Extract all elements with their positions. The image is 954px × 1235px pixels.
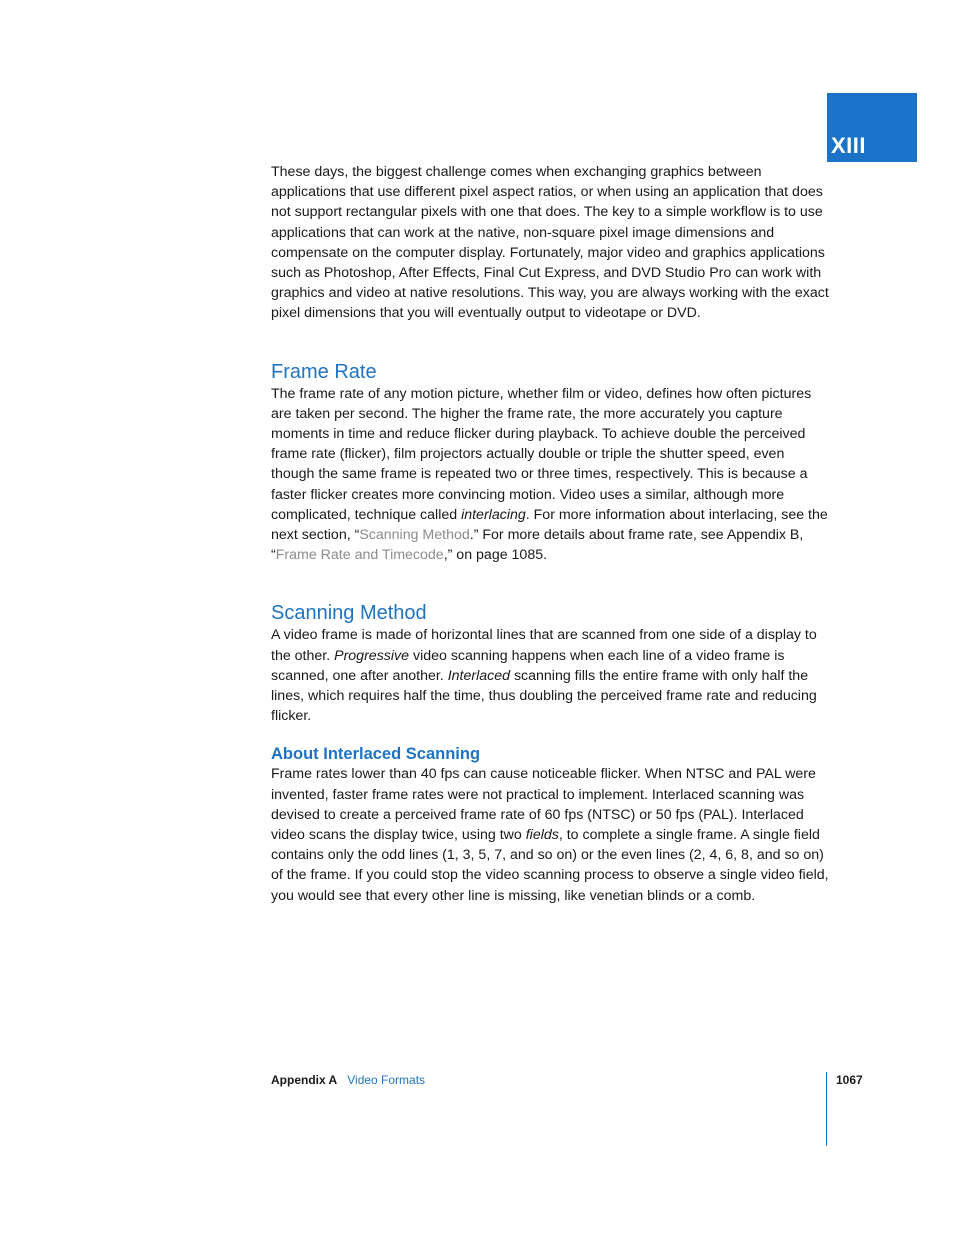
- intro-paragraph: These days, the biggest challenge comes when exchanging graphics between applications that use different pixel aspect ratios, or when using an application that does not support rectangular pixels with one that does. The key to a simple workflow is to use applications that can work at the native, non-square pixel image dimensions and compensate on the computer display. Fortunately, major video and graphics applications such as Photoshop, After Effects, Final Cut Express, and DVD Studio Pro can work with graphics and video at native resolutions. This way, you are always working with the exact pixel dimensions that you will eventually output to videotape or DVD.: [271, 164, 829, 322]
- page-footer: [271, 1072, 425, 1088]
- page-content: [271, 162, 831, 906]
- footer-appendix-label: Appendix A: [271, 1073, 338, 1087]
- scanning-method-em-interlaced: Interlaced: [447, 667, 510, 684]
- chapter-tab-label: XIII: [831, 133, 867, 158]
- scanning-method-text-2: video scanning happens when each line of a video frame is scanned, one after another.: [271, 647, 785, 684]
- frame-rate-text-2: . For more information about interlacing, see the next section, “: [271, 506, 828, 544]
- page-number: 1067: [836, 1073, 863, 1087]
- frame-rate-text-4: ,” on page 1085.: [443, 547, 548, 564]
- about-interlaced-text-2: , to complete a single frame. A single field contains only the odd lines (1, 3, 5, 7, and so on) or the even lines (2, 4, 6, 8, and so on) of the frame. If you could stop the video scanning process to observe a single video field, you would see that every other line is missing, like venetian blinds or a comb.: [271, 827, 829, 904]
- footer-chapter-title: Video Formats: [347, 1073, 426, 1087]
- frame-rate-paragraph: [271, 384, 831, 566]
- scanning-method-paragraph: [271, 625, 831, 726]
- scanning-method-em-progressive: Progressive: [334, 647, 410, 664]
- scanning-method-text-3: scanning fills the entire frame with only half the lines, which requires half the time, thus doubling the perceived frame rate and reducing flicker.: [271, 667, 817, 725]
- frame-rate-timecode-link[interactable]: Frame Rate and Timecode: [275, 547, 444, 564]
- about-interlaced-heading: About Interlaced Scanning: [271, 745, 481, 764]
- frame-rate-text-3: .” For more details about frame rate, see Appendix B, “: [271, 527, 804, 564]
- about-interlaced-text-1: Frame rates lower than 40 fps can cause noticeable flicker. When NTSC and PAL were invented, faster frame rates were not practical to implement. Interlaced scanning was devised to create a perceived frame rate of 60 fps (NTSC) or 50 fps (PAL). Interlaced video scans the display twice, using two: [271, 766, 816, 844]
- scanning-method-text-1: A video frame is made of horizontal lines that are scanned from one side of a display to the other.: [271, 627, 817, 664]
- frame-rate-em-interlacing: interlacing: [461, 506, 526, 523]
- footer-divider: [826, 1072, 827, 1146]
- frame-rate-text-1: The frame rate of any motion picture, whether film or video, defines how often pictures are taken per second. The higher the frame rate, the more accurately you capture moments in time and reduce flicker during playback. To achieve double the perceived frame rate (flicker), film projectors actually double or triple the shutter speed, even though the same frame is repeated two or three times, respectively. This is because a faster flicker creates more convincing motion. Video uses a similar, although more complicated, technique called: [271, 385, 812, 523]
- chapter-tab: [827, 93, 917, 162]
- scanning-method-heading: Scanning Method: [271, 602, 427, 625]
- frame-rate-heading: Frame Rate: [271, 360, 377, 383]
- about-interlaced-paragraph: [271, 764, 831, 905]
- scanning-method-link[interactable]: Scanning Method: [359, 527, 470, 544]
- about-interlaced-em-fields: fields: [525, 827, 559, 844]
